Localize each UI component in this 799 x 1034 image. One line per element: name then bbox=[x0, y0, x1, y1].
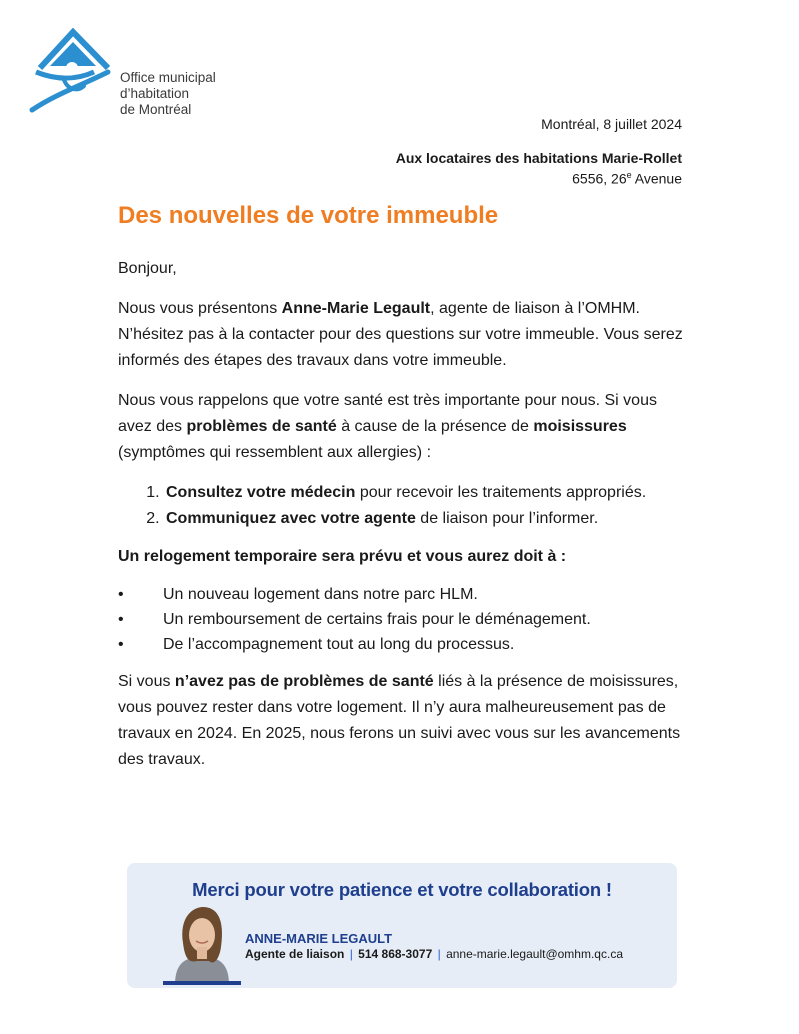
relocation-heading: Un relogement temporaire sera prévu et vous aurez doit à : bbox=[118, 548, 567, 565]
agent-phone[interactable]: 514 868-3077 bbox=[358, 947, 433, 961]
card-title: Merci pour votre patience et votre collaboration ! bbox=[192, 879, 612, 900]
agent-contact-info bbox=[245, 947, 623, 961]
letter-date: Montréal, 8 juillet 2024 bbox=[541, 116, 682, 132]
list-item: • De l’accompagnement tout au long du processus. bbox=[118, 632, 688, 657]
agent-name: ANNE-MARIE LEGAULT bbox=[245, 931, 393, 946]
recipient-address: 6556, 26e Avenue bbox=[572, 170, 682, 187]
separator: | bbox=[349, 947, 353, 961]
bullet-icon: • bbox=[118, 611, 124, 628]
health-paragraph: Nous vous rappelons que votre santé est très importante pour nous. Si vous avez des problèmes de santé à cause de la présence de moisissures (symptômes qui ressemblent aux allergies) : bbox=[118, 392, 657, 461]
closing-paragraph: Si vous n’avez pas de problèmes de santé liés à la présence de moisissures, vous pouvez rester dans votre logement. Il n’y aura malheureusement pas de travaux en 2024. En 2025, nous ferons un suivi avec vous sur les avancements des travaux. bbox=[118, 673, 681, 768]
steps-list bbox=[118, 480, 688, 532]
org-name bbox=[120, 70, 216, 118]
bullet-icon: • bbox=[118, 636, 124, 653]
recipient-block bbox=[396, 150, 682, 188]
rights-list bbox=[118, 582, 688, 657]
org-name-line3: de Montréal bbox=[120, 102, 192, 117]
list-item: • Un nouveau logement dans notre parc HLM. bbox=[118, 582, 688, 607]
avatar bbox=[163, 903, 241, 985]
letter-body bbox=[118, 256, 688, 773]
list-item: • Un remboursement de certains frais pour le déménagement. bbox=[118, 607, 688, 632]
recipient-name: Aux locataires des habitations Marie-Rollet bbox=[395, 150, 682, 166]
bullet-icon: • bbox=[118, 586, 124, 603]
agent-email-link[interactable]: anne-marie.legault@omhm.qc.ca bbox=[446, 947, 623, 961]
list-item: 2. Communiquez avec votre agente de liaison pour l’informer. bbox=[164, 506, 688, 532]
agent-role: Agente de liaison bbox=[245, 947, 345, 961]
org-name-line2: d’habitation bbox=[120, 86, 190, 101]
org-name-line1: Office municipal bbox=[120, 70, 216, 85]
intro-paragraph: Nous vous présentons Anne-Marie Legault, agente de liaison à l’OMHM. N’hésitez pas à la contacter pour des questions sur votre immeuble. Vous serez informés des étapes des travaux dans votre immeuble. bbox=[118, 300, 683, 369]
omhm-logo bbox=[28, 28, 228, 120]
house-logo-icon bbox=[28, 28, 118, 118]
page-title: Des nouvelles de votre immeuble bbox=[118, 202, 499, 229]
greeting: Bonjour, bbox=[118, 260, 177, 277]
list-item: 1. Consultez votre médecin pour recevoir les traitements appropriés. bbox=[164, 480, 688, 506]
contact-card bbox=[127, 863, 677, 988]
separator: | bbox=[437, 947, 441, 961]
